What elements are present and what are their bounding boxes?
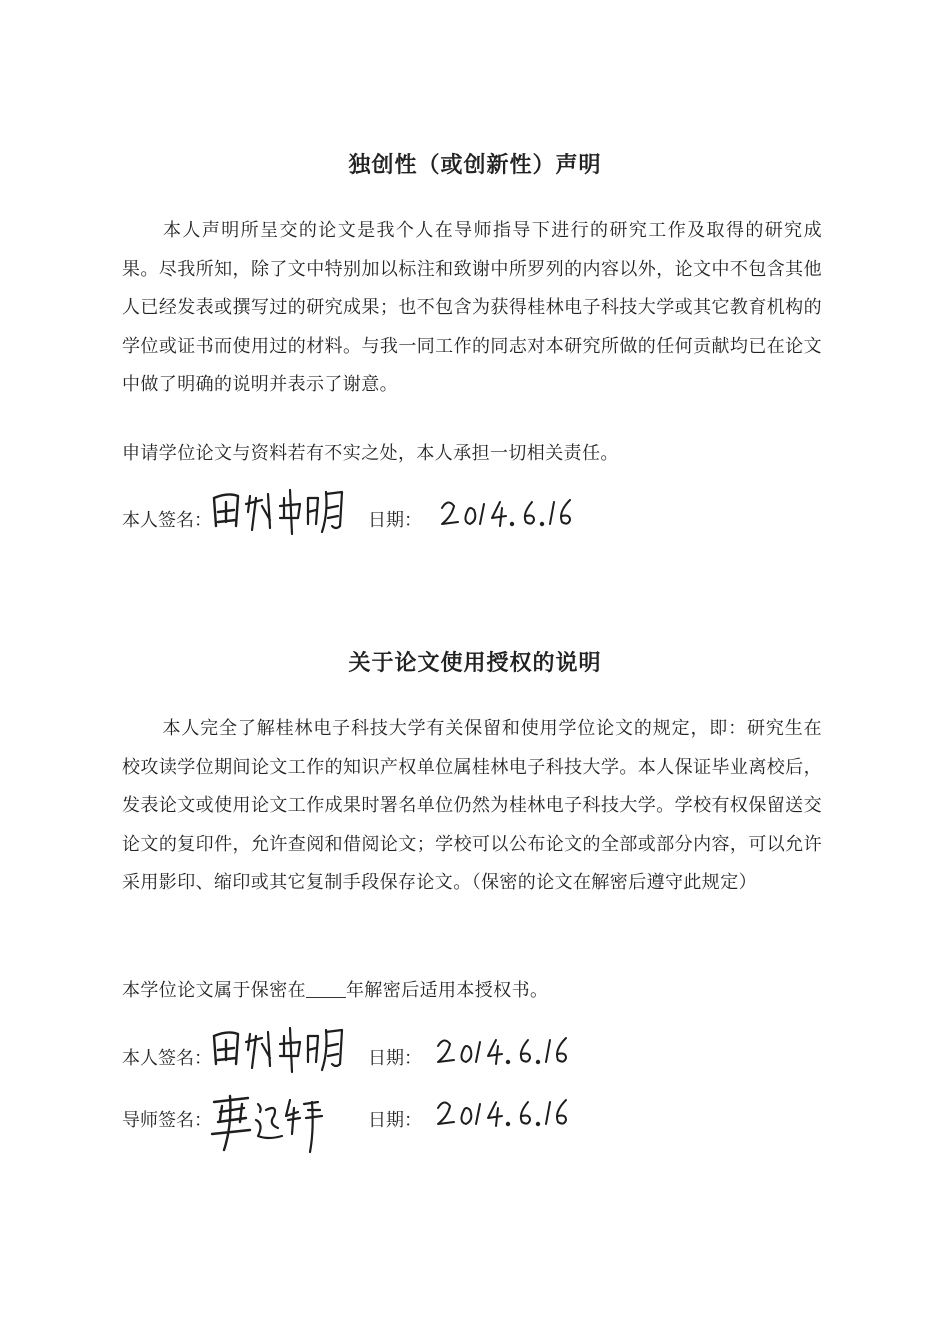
handwritten-date <box>438 492 578 532</box>
author-signature-row-1 <box>122 498 742 558</box>
secrecy-suffix: 年解密后适用本授权书。 <box>346 980 549 1001</box>
originality-statement-paragraph <box>122 212 822 405</box>
secrecy-years-blank <box>306 981 346 998</box>
author-handwritten-signature <box>208 484 358 540</box>
author-handwritten-signature <box>208 1022 358 1078</box>
author-signature-label: 本人签名： <box>122 1048 212 1069</box>
author-signature-label: 本人签名： <box>122 510 212 531</box>
originality-statement-text: 本人声明所呈交的论文是我个人在导师指导下进行的研究工作及取得的研究成果。尽我所知，除了文中特别加以标注和致谢中所罗列的内容以外，论文中不包含其他人已经发表或撰写过的研究成果；也不包含为获得桂林电子科技大学或其它教育机构的学位或证书而使用过的材料。与我一同工作的同志对本研究所做的任何贡献均已在论文中做了明确的说明并表示了谢意。 <box>122 220 822 395</box>
authorization-title: 关于论文使用授权的说明 <box>348 650 602 676</box>
supervisor-handwritten-signature <box>208 1090 338 1156</box>
secrecy-prefix: 本学位论文属于保密在 <box>122 980 306 1001</box>
originality-statement-title: 独创性（或创新性）声明 <box>348 152 602 178</box>
authorization-text: 本人完全了解桂林电子科技大学有关保留和使用学位论文的规定，即：研究生在校攻读学位期间论文工作的知识产权单位属桂林电子科技大学。本人保证毕业离校后，发表论文或使用论文工作成果时署名单位仍然为桂林电子科技大学。学校有权保留送交论文的复印件，允许查阅和借阅论文；学校可以公布论文的全部或部分内容，可以允许采用影印、缩印或其它复制手段保存论文。（保密的论文在解密后遵守此规定） <box>122 718 822 893</box>
supervisor-signature-row <box>122 1098 742 1158</box>
authorization-paragraph <box>122 710 822 903</box>
handwritten-date <box>434 1030 574 1070</box>
date-label: 日期： <box>368 1110 422 1131</box>
author-signature-row-2 <box>122 1036 742 1096</box>
handwritten-date <box>434 1092 574 1132</box>
liability-statement: 申请学位论文与资料若有不实之处，本人承担一切相关责任。 <box>122 443 619 464</box>
secrecy-statement <box>122 976 548 1002</box>
supervisor-signature-label: 导师签名： <box>122 1110 212 1131</box>
date-label: 日期： <box>368 1048 422 1069</box>
date-label: 日期： <box>368 510 422 531</box>
